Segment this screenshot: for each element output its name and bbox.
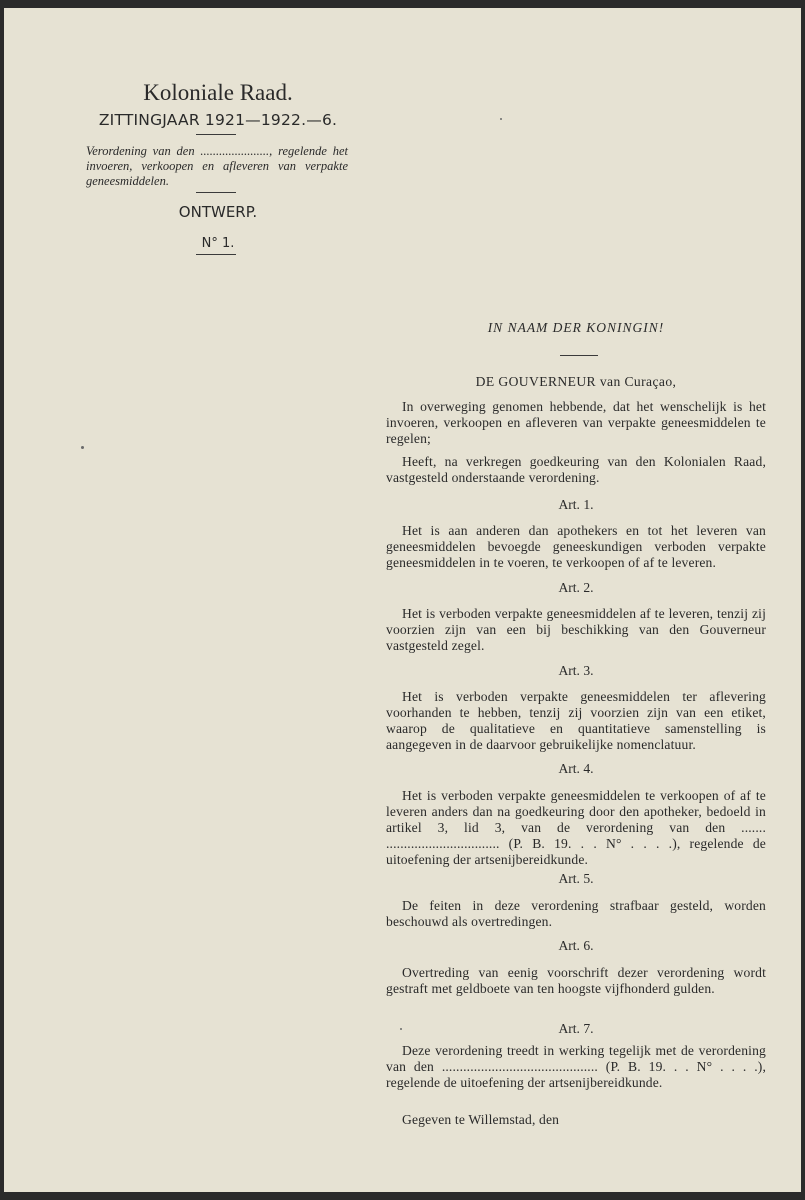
article-heading: Art. 4. [558, 761, 594, 776]
paper-speck [400, 1028, 402, 1030]
article-text: De feiten in deze verordening strafbaar gesteld, worden beschouwd als overtredingen. [386, 898, 766, 929]
enactment-paragraph: Heeft, na verkregen goedkeuring van den Kolonialen Raad, vastgesteld onderstaande verordening. [386, 454, 766, 485]
article-heading: Art. 2. [558, 580, 594, 595]
article-heading: Art. 7. [558, 1021, 594, 1036]
considering-paragraph: In overweging genomen hebbende, dat het wenschelijk is het invoeren, verkoopen en afleveren van verpakte geneesmiddelen te regelen; [386, 399, 766, 446]
divider [196, 192, 236, 193]
article-heading: Art. 6. [558, 938, 594, 953]
article-text: Overtreding van eenig voorschrift dezer verordening wordt gestraft met geldboete van ten hoogste vijfhonderd gulden. [386, 965, 766, 996]
article-text: Het is aan anderen dan apothekers en tot het leveren van geneesmiddelen bevoegde geneeskundigen verboden verpakte geneesmiddelen in te voeren, te verkoopen of af te leveren. [386, 523, 766, 570]
article-heading: Art. 5. [558, 871, 594, 886]
draft-label: ONTWERP. [178, 203, 258, 221]
divider [196, 254, 236, 255]
article-text: Het is verboden verpakte geneesmiddelen ter aflevering voorhanden te hebben, tenzij zij voorzien zijn van een etiket, waarop de qualitatieve en quantitatieve samenstelling is aangegeven in de daarvoor gebruikelijke nomenclatuur. [386, 689, 766, 752]
article-text: Deze verordening treedt in werking tegelijk met de verordening van den ............................................ (P. B. 19. . . N° . . . .), regelende de uitoefening der artsenijbereidkunde. [386, 1043, 766, 1090]
ordinance-subject: Verordening van den ......................, regelende het invoeren, verkoopen en afleveren van verpakte geneesmiddelen. [86, 144, 348, 188]
divider [196, 134, 236, 135]
council-title: Koloniale Raad. [143, 80, 293, 105]
closing-line: Gegeven te Willemstad, den [402, 1112, 560, 1127]
article-heading: Art. 3. [558, 663, 594, 678]
article-heading: Art. 1. [558, 497, 594, 512]
governor-line: DE GOUVERNEUR van Curaçao, [475, 374, 677, 389]
draft-number: N° 1. [201, 236, 235, 251]
divider [560, 355, 598, 356]
article-text: Het is verboden verpakte geneesmiddelen af te leveren, tenzij zij voorzien zijn van een bij beschikking van den Gouverneur vastgesteld zegel. [386, 606, 766, 653]
article-text: Het is verboden verpakte geneesmiddelen te verkoopen of af te leveren anders dan na goedkeuring door den apotheker, bedoeld in artikel 3, lid 3, van de verordening van den ....... ................................ (P. B. 19. . . N° . . . .), regelende de uitoefening der artsenijbereidkunde. [386, 788, 766, 867]
paper-speck [81, 446, 84, 449]
session-year: ZITTINGJAAR 1921—1922.—6. [98, 111, 338, 129]
invocation: IN NAAM DER KONINGIN! [487, 320, 665, 335]
paper-speck [500, 118, 502, 120]
document-page [4, 8, 801, 1192]
